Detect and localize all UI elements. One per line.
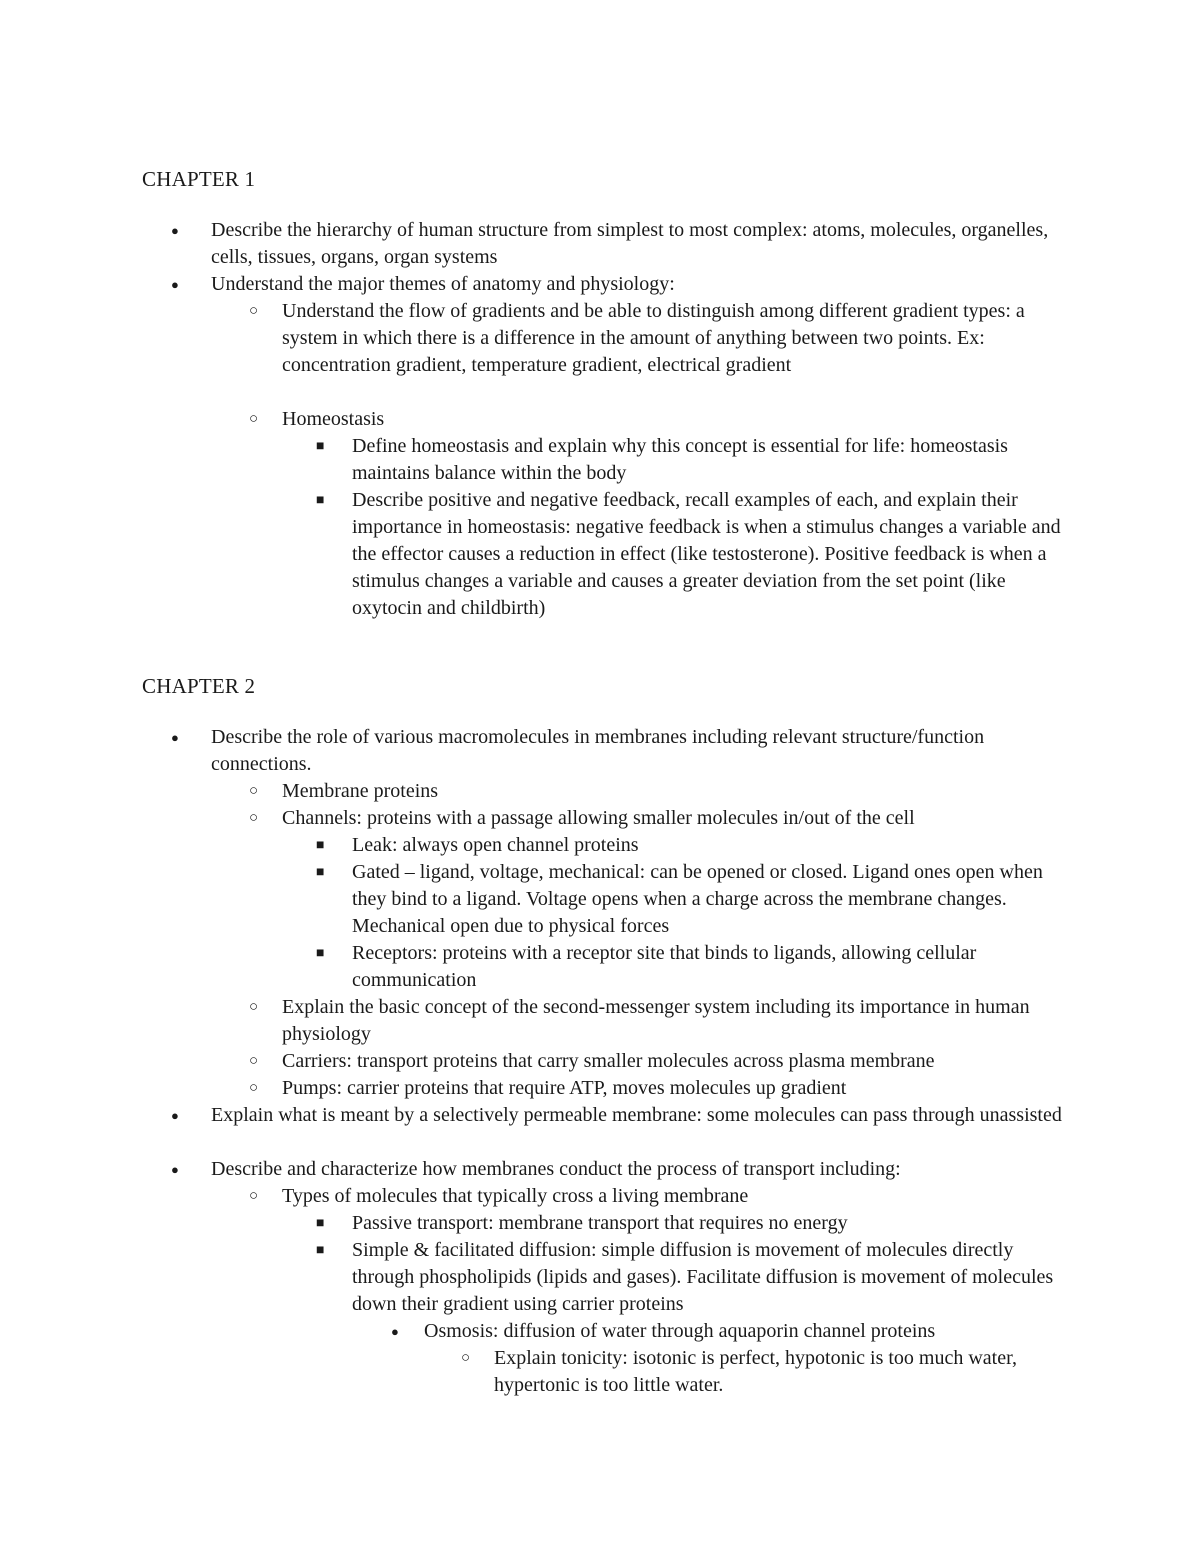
list-item-text: Leak: always open channel proteins	[352, 834, 639, 856]
list-item-text: Homeostasis	[282, 408, 385, 430]
list-item-text: Define homeostasis and explain why this concept is essential for life: homeostasis maintains balance within the body	[352, 435, 1008, 484]
list-item-text: Understand the major themes of anatomy and physiology:	[211, 273, 675, 295]
filled-circle-bullet-icon: ●	[171, 1162, 179, 1177]
list-item-text: Understand the flow of gradients and be able to distinguish among different gradient types: a system in which there is a difference in the amount of anything between two points. Ex: concentration gradient, temperature gradient, electrical gradient	[282, 300, 1025, 376]
square-bullet-icon: ■	[316, 1216, 325, 1231]
list-item	[249, 994, 1072, 1048]
list-item	[171, 217, 1071, 271]
hollow-circle-bullet-icon: ○	[249, 1053, 259, 1069]
list-item-text: Describe the role of various macromolecules in membranes including relevant structure/function connections.	[211, 726, 985, 775]
hollow-circle-bullet-icon: ○	[249, 999, 259, 1015]
list-item-text: Gated – ligand, voltage, mechanical: can be opened or closed. Ligand ones open when they bind to a ligand. Voltage opens when a charge across the membrane changes. Mechanical open due to physical forces	[352, 861, 1043, 937]
list-item-text: Channels: proteins with a passage allowing smaller molecules in/out of the cell	[282, 807, 915, 829]
list-item	[316, 832, 1072, 859]
hollow-circle-bullet-icon: ○	[249, 783, 259, 799]
hollow-circle-bullet-icon: ○	[249, 1188, 259, 1204]
list-item-text: Receptors: proteins with a receptor site that binds to ligands, allowing cellular communication	[352, 942, 977, 991]
square-bullet-icon: ■	[316, 1243, 325, 1258]
list-item	[316, 1237, 1072, 1318]
list-item	[461, 1345, 1074, 1399]
list-item-text: Osmosis: diffusion of water through aquaporin channel proteins	[424, 1320, 936, 1342]
list-item-text: Types of molecules that typically cross a living membrane	[282, 1185, 749, 1207]
list-item	[249, 406, 1072, 433]
list-item	[316, 487, 1072, 622]
filled-circle-bullet-icon: ●	[171, 277, 179, 292]
hollow-circle-bullet-icon: ○	[249, 411, 259, 427]
list-item	[171, 1156, 1071, 1183]
list-item-text: Membrane proteins	[282, 780, 439, 802]
list-item	[316, 1210, 1072, 1237]
list-item	[249, 805, 1072, 832]
list-item	[316, 940, 1072, 994]
list-item	[249, 1048, 1072, 1075]
filled-circle-bullet-icon: ●	[171, 730, 179, 745]
list-item	[391, 1318, 1074, 1345]
list-item-text: Pumps: carrier proteins that require ATP, moves molecules up gradient	[282, 1077, 847, 1099]
list-item-text: Explain what is meant by a selectively permeable membrane: some molecules can pass through unassisted	[211, 1104, 1062, 1126]
list-item	[171, 724, 1071, 778]
list-item	[249, 778, 1072, 805]
list-item	[249, 298, 1072, 379]
list-item-text: Explain tonicity: isotonic is perfect, hypotonic is too much water, hypertonic is too little water.	[494, 1347, 1017, 1396]
list-item-text: Describe and characterize how membranes conduct the process of transport including:	[211, 1158, 901, 1180]
list-item	[249, 1183, 1072, 1210]
list-item	[316, 433, 1072, 487]
square-bullet-icon: ■	[316, 493, 325, 508]
list-item	[316, 859, 1072, 940]
list-item-text: Describe positive and negative feedback, recall examples of each, and explain their importance in homeostasis: negative feedback is when a stimulus changes a variable and the effector causes a reduction in effect (like testosterone). Positive feedback is when a stimulus changes a variable and causes a greater deviation from the set point (like oxytocin and childbirth)	[352, 489, 1061, 619]
list-item-text: Explain the basic concept of the second-messenger system including its importance in human physiology	[282, 996, 1030, 1045]
filled-circle-bullet-icon: ●	[171, 1108, 179, 1123]
chapter-2-heading: CHAPTER 2	[142, 674, 256, 698]
hollow-circle-bullet-icon: ○	[249, 810, 259, 826]
list-item-text: Passive transport: membrane transport that requires no energy	[352, 1212, 848, 1234]
list-item	[249, 1075, 1072, 1102]
chapter-1-heading: CHAPTER 1	[142, 167, 256, 191]
list-item-text: Carriers: transport proteins that carry smaller molecules across plasma membrane	[282, 1050, 935, 1072]
hollow-circle-bullet-icon: ○	[461, 1350, 471, 1366]
list-item	[171, 271, 1071, 298]
filled-circle-bullet-icon: ●	[171, 223, 179, 238]
list-item-text: Describe the hierarchy of human structure from simplest to most complex: atoms, molecules, organelles, cells, tissues, organs, organ systems	[211, 219, 1049, 268]
hollow-circle-bullet-icon: ○	[249, 303, 259, 319]
list-item-text: Simple & facilitated diffusion: simple diffusion is movement of molecules directly through phospholipids (lipids and gases). Facilitate diffusion is movement of molecules down their gradient using carrier proteins	[352, 1239, 1054, 1315]
square-bullet-icon: ■	[316, 439, 325, 454]
square-bullet-icon: ■	[316, 838, 325, 853]
filled-circle-bullet-icon: ●	[391, 1324, 399, 1339]
list-item	[171, 1102, 1071, 1129]
square-bullet-icon: ■	[316, 865, 325, 880]
square-bullet-icon: ■	[316, 946, 325, 961]
hollow-circle-bullet-icon: ○	[249, 1080, 259, 1096]
